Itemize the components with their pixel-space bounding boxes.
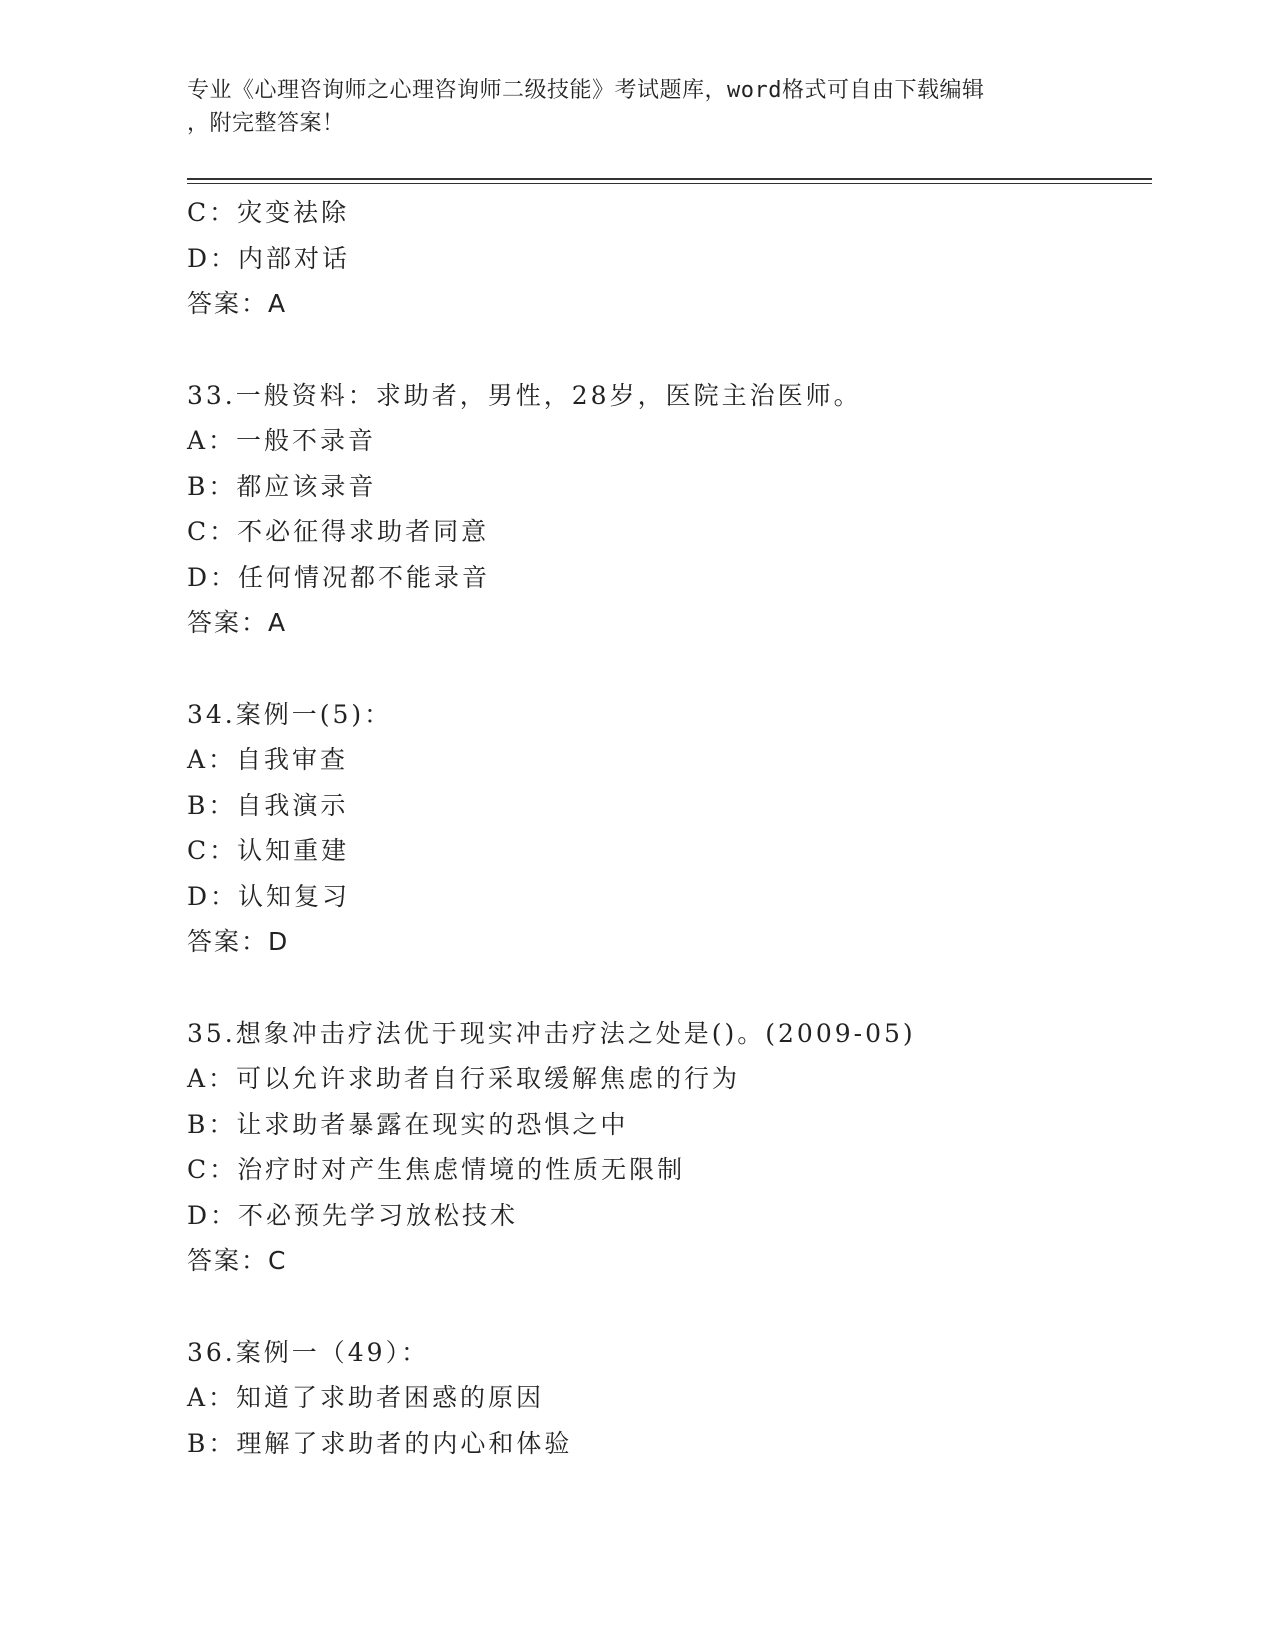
- option-a: A：可以允许求助者自行采取缓解焦虑的行为: [187, 1064, 741, 1093]
- option-d: D：任何情况都不能录音: [187, 562, 491, 592]
- option-c: C：灾变祛除: [187, 198, 350, 227]
- answer-line: 答案：C: [187, 1246, 288, 1275]
- option-a: A：自我审查: [187, 745, 349, 774]
- option-b: B：都应该录音: [187, 471, 377, 501]
- question-block-34: [187, 692, 1147, 965]
- answer-line: 答案：A: [187, 608, 288, 637]
- question-block-36: [187, 1330, 1147, 1467]
- option-b: B：理解了求助者的内心和体验: [187, 1428, 573, 1458]
- question-stem: 35.想象冲击疗法优于现实冲击疗法之处是()。(2009-05): [187, 1018, 916, 1048]
- spacer: [187, 1284, 1147, 1330]
- option-a: A：一般不录音: [187, 426, 377, 455]
- spacer: [187, 965, 1147, 1011]
- header-divider-bottom: [187, 183, 1152, 184]
- option-c: C：治疗时对产生焦虑情境的性质无限制: [187, 1155, 686, 1184]
- answer-line: 答案：A: [187, 289, 288, 318]
- answer-line: 答案：D: [187, 927, 290, 956]
- option-b: B：让求助者暴露在现实的恐惧之中: [187, 1109, 629, 1139]
- question-stem: 33.一般资料：求助者，男性，28岁，医院主治医师。: [187, 380, 862, 410]
- question-list: [187, 190, 1147, 1466]
- spacer: [187, 646, 1147, 692]
- option-d: D：不必预先学习放松技术: [187, 1200, 519, 1230]
- header-line-1: 专业《心理咨询师之心理咨询师二级技能》考试题库，word格式可自由下载编辑: [187, 78, 985, 103]
- question-stem: 34.案例一(5)：: [187, 699, 393, 729]
- option-a: A：知道了求助者困惑的原因: [187, 1383, 545, 1412]
- header-line-2: ，附完整答案！: [187, 111, 345, 136]
- option-c: C：认知重建: [187, 836, 350, 865]
- question-block-33: [187, 373, 1147, 646]
- option-c: C：不必征得求助者同意: [187, 517, 490, 546]
- option-b: B：自我演示: [187, 790, 349, 820]
- option-d: D：认知复习: [187, 881, 351, 911]
- question-stem: 36.案例一（49）：: [187, 1337, 430, 1367]
- option-d: D：内部对话: [187, 243, 351, 273]
- spacer: [187, 327, 1147, 373]
- header-divider-top: [187, 178, 1152, 180]
- question-block-35: [187, 1011, 1147, 1284]
- page-header: [187, 74, 1087, 140]
- question-block-continued: [187, 190, 1147, 327]
